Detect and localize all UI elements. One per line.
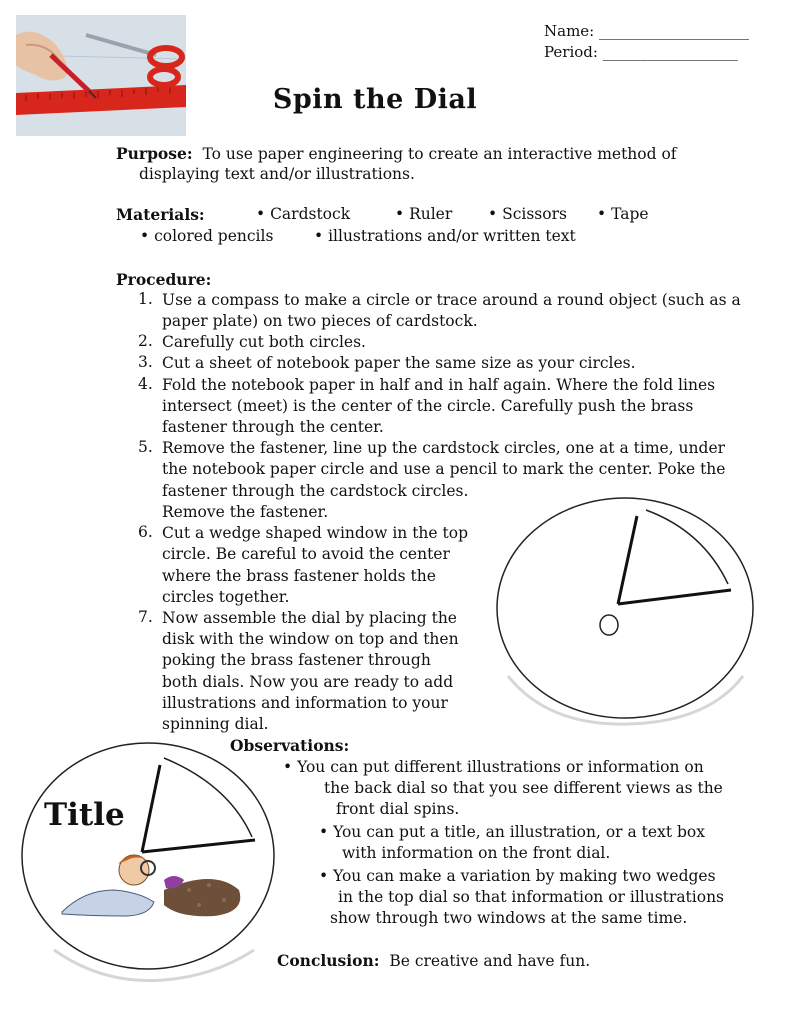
material-tape: • Tape <box>597 205 649 223</box>
example-dial-title-text: Title <box>44 797 125 833</box>
step-1-line-1: Use a compass to make a circle or trace around a round object (such as a <box>162 291 741 309</box>
obs-1-line-1: • You can put different illustrations or information on <box>283 758 704 776</box>
obs-2-line-2: with information on the front dial. <box>342 844 611 862</box>
step-7-line-2: disk with the window on top and then <box>162 630 459 648</box>
step-7-line-5: illustrations and information to your <box>162 694 448 712</box>
material-colored-pencils: • colored pencils <box>140 227 274 245</box>
observations-label: Observations: <box>230 736 350 755</box>
example-dial <box>14 740 284 990</box>
step-4-line-3: fastener through the center. <box>162 418 384 436</box>
obs-3-line-2: in the top dial so that information or illustrations <box>338 888 725 906</box>
step-number: 6. <box>138 523 153 541</box>
step-5-line-1: Remove the fastener, line up the cardstock circles, one at a time, under <box>162 439 726 457</box>
step-number: 2. <box>138 332 153 350</box>
dial-diagram <box>488 486 758 736</box>
step-2-line-1: Carefully cut both circles. <box>162 333 366 351</box>
material-illustrations: • illustrations and/or written text <box>314 227 576 245</box>
step-4-line-2: intersect (meet) is the center of the circle. Carefully push the brass <box>162 397 694 415</box>
step-number: 3. <box>138 353 153 371</box>
step-6-line-4: circles together. <box>162 588 290 606</box>
purpose-line-2: displaying text and/or illustrations. <box>139 165 415 183</box>
cartoon-digger <box>62 855 240 916</box>
obs-3-line-1: • You can make a variation by making two wedges <box>319 867 716 885</box>
step-number: 5. <box>138 438 153 456</box>
step-4-line-1: Fold the notebook paper in half and in half again. Where the fold lines <box>162 376 716 394</box>
obs-2-line-1: • You can put a title, an illustration, or a text box <box>319 823 705 841</box>
purpose-text-1: To use paper engineering to create an interactive method of <box>202 145 677 163</box>
material-ruler: • Ruler <box>395 205 453 223</box>
step-5-line-3: fastener through the cardstock circles. <box>162 482 469 500</box>
step-7-line-4: both dials. Now you are ready to add <box>162 673 454 691</box>
step-7-line-1: Now assemble the dial by placing the <box>162 609 457 627</box>
purpose-label: Purpose: <box>116 144 193 163</box>
materials-label: Materials: <box>116 205 205 224</box>
page-title: Spin the Dial <box>272 84 478 115</box>
step-7-line-3: poking the brass fastener through <box>162 651 431 669</box>
period-field-label: Period: __________________ <box>544 43 738 61</box>
name-field-label: Name: ____________________ <box>544 22 749 40</box>
step-number: 7. <box>138 608 153 626</box>
photo-hand-ruler-scissors <box>16 15 186 136</box>
obs-1-line-3: front dial spins. <box>336 800 460 818</box>
step-number: 4. <box>138 375 153 393</box>
material-cardstock: • Cardstock <box>256 205 351 223</box>
step-number: 1. <box>138 290 153 308</box>
step-6-line-3: where the brass fastener holds the <box>162 567 436 585</box>
obs-3-line-3: show through two windows at the same time. <box>330 909 688 927</box>
step-5-line-4: Remove the fastener. <box>162 503 329 521</box>
step-1-line-2: paper plate) on two pieces of cardstock. <box>162 312 478 330</box>
material-scissors: • Scissors <box>488 205 567 223</box>
step-6-line-1: Cut a wedge shaped window in the top <box>162 524 468 542</box>
conclusion-label: Conclusion: <box>277 951 380 970</box>
photo-illustration <box>16 15 186 136</box>
purpose-line-1 <box>116 143 677 165</box>
step-5-line-2: the notebook paper circle and use a pencil to mark the center. Poke the <box>162 460 726 478</box>
step-6-line-2: circle. Be careful to avoid the center <box>162 545 450 563</box>
conclusion-line <box>277 950 590 972</box>
obs-1-line-2: the back dial so that you see different views as the <box>324 779 723 797</box>
step-3-line-1: Cut a sheet of notebook paper the same size as your circles. <box>162 354 636 372</box>
step-7-line-6: spinning dial. <box>162 715 269 733</box>
procedure-label: Procedure: <box>116 270 212 289</box>
conclusion-text: Be creative and have fun. <box>389 952 591 970</box>
